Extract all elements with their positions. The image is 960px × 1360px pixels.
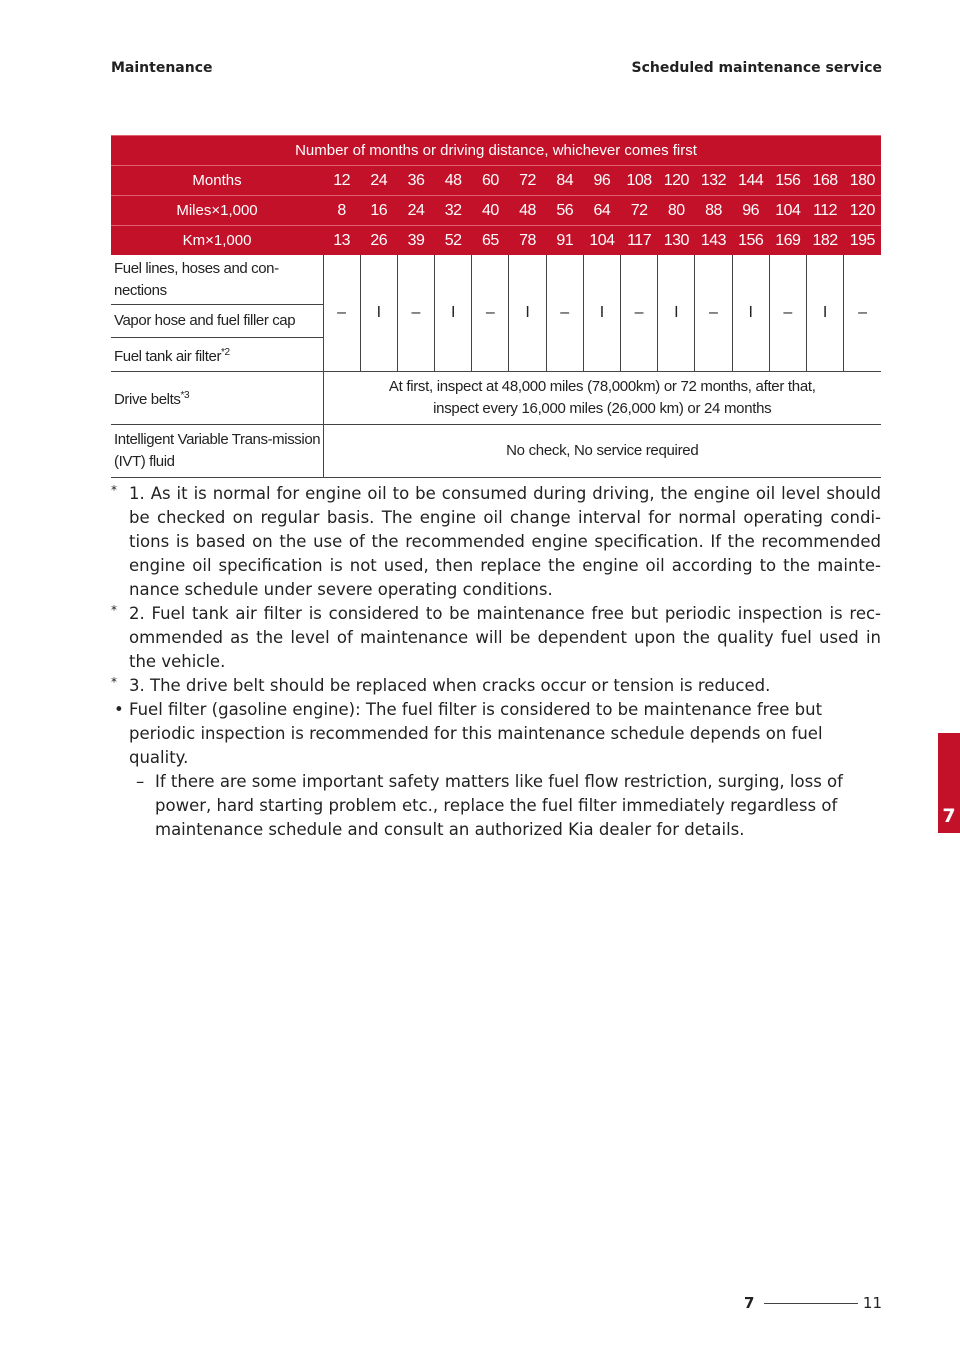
- section-title: Maintenance: [111, 60, 213, 76]
- table-row: [111, 425, 881, 478]
- footer-chapter: 7: [744, 1294, 755, 1312]
- subsection-title: Scheduled maintenance service: [631, 60, 882, 76]
- cell: 195: [844, 226, 881, 256]
- cell: 26: [360, 226, 397, 256]
- cell: 80: [658, 196, 695, 226]
- cell: 108: [621, 166, 658, 196]
- schedule-mark: –: [397, 255, 434, 372]
- cell: 84: [546, 166, 583, 196]
- row-label-months: Months: [111, 166, 323, 196]
- bullet-text: Fuel filter (gasoline engine): The fuel filter is considered to be maintenance free but periodic inspection is recommended for this maintenance schedule depends on fuel quality.: [129, 700, 823, 767]
- cell: 180: [844, 166, 881, 196]
- dash-text: If there are some important safety matters like fuel flow restriction, surging, loss of power, hard starting problem etc., replace the fuel filter immediately regardless of maintenance schedule and consult an authorized Kia dealer for details.: [155, 772, 843, 839]
- footnote-ref: *2: [221, 346, 230, 358]
- bullet-marker: •: [114, 700, 124, 719]
- schedule-mark: I: [583, 255, 620, 372]
- bullet-item: [111, 698, 881, 770]
- table-title: Number of months or driving distance, whichever comes first: [111, 136, 881, 166]
- schedule-mark: I: [658, 255, 695, 372]
- schedule-mark: –: [546, 255, 583, 372]
- cell: 48: [435, 166, 472, 196]
- footnote-2: [111, 602, 881, 674]
- item-fuel-tank-air-filter: [111, 338, 323, 372]
- cell: 12: [323, 166, 360, 196]
- cell: 64: [583, 196, 620, 226]
- cell: 32: [435, 196, 472, 226]
- table-row: [111, 226, 881, 256]
- row-label-miles: Miles×1,000: [111, 196, 323, 226]
- footnote-text: 2. Fuel tank air filter is considered to be maintenance free but periodic inspection is rec-ommended as the level of maintenance will be dependent upon the quality fuel used in the vehicle.: [129, 604, 881, 671]
- item-fuel-lines: Fuel lines, hoses and con-nections: [111, 255, 323, 305]
- cell: 8: [323, 196, 360, 226]
- schedule-mark: I: [732, 255, 769, 372]
- footnote-text: 1. As it is normal for engine oil to be consumed during driving, the engine oil level should be checked on regular basis. The engine oil change interval for normal operating condi-tions is based on the use of the recommended engine specification. If the recommended engine oil specification is not used, then replace the engine oil according to the mainte-nance schedule under severe operating conditions.: [129, 484, 881, 599]
- cell: 104: [583, 226, 620, 256]
- table-title-row: [111, 136, 881, 166]
- cell: 60: [472, 166, 509, 196]
- chapter-tab: [938, 733, 960, 833]
- schedule-mark: –: [695, 255, 732, 372]
- cell: 144: [732, 166, 769, 196]
- cell: 39: [397, 226, 434, 256]
- footer-divider: [764, 1303, 858, 1304]
- page-footer: [740, 1290, 882, 1312]
- footnote-marker: *: [111, 675, 117, 689]
- cell: 182: [806, 226, 843, 256]
- cell: 65: [472, 226, 509, 256]
- dash-item: [111, 770, 881, 842]
- footnote-1: [111, 482, 881, 602]
- cell: 16: [360, 196, 397, 226]
- schedule-mark: –: [621, 255, 658, 372]
- cell: 96: [732, 196, 769, 226]
- cell: 120: [844, 196, 881, 226]
- cell: 104: [769, 196, 806, 226]
- table-row: [111, 372, 881, 425]
- cell: 169: [769, 226, 806, 256]
- ivt-schedule: No check, No service required: [323, 425, 881, 478]
- cell: 48: [509, 196, 546, 226]
- schedule-text-line: inspect every 16,000 miles (26,000 km) or 24 months: [433, 400, 772, 417]
- footnote-3: [111, 674, 881, 698]
- footnote-text: 3. The drive belt should be replaced when cracks occur or tension is reduced.: [129, 676, 771, 695]
- cell: 96: [583, 166, 620, 196]
- table-row: [111, 166, 881, 196]
- cell: 156: [732, 226, 769, 256]
- schedule-mark: –: [323, 255, 360, 372]
- cell: 36: [397, 166, 434, 196]
- item-label: Drive belts: [114, 391, 181, 408]
- schedule-mark: –: [472, 255, 509, 372]
- schedule-text-line: At first, inspect at 48,000 miles (78,000km) or 72 months, after that,: [388, 378, 816, 395]
- page-number: 11: [862, 1294, 882, 1312]
- cell: 168: [806, 166, 843, 196]
- cell: 143: [695, 226, 732, 256]
- cell: 78: [509, 226, 546, 256]
- cell: 117: [621, 226, 658, 256]
- cell: 72: [621, 196, 658, 226]
- cell: 112: [806, 196, 843, 226]
- item-drive-belts: [111, 372, 323, 425]
- page-header: [111, 60, 882, 80]
- cell: 156: [769, 166, 806, 196]
- schedule-mark: I: [360, 255, 397, 372]
- item-label: Fuel tank air filter: [114, 347, 222, 365]
- cell: 13: [323, 226, 360, 256]
- cell: 88: [695, 196, 732, 226]
- footnotes: [111, 482, 881, 842]
- row-label-km: Km×1,000: [111, 226, 323, 256]
- item-vapor-hose: Vapor hose and fuel filler cap: [111, 305, 323, 338]
- schedule-mark: –: [844, 255, 881, 372]
- maintenance-schedule-table: [111, 135, 881, 478]
- cell: 120: [658, 166, 695, 196]
- dash-marker: –: [136, 772, 145, 791]
- schedule-mark: –: [769, 255, 806, 372]
- cell: 24: [360, 166, 397, 196]
- footnote-ref: *3: [180, 390, 190, 401]
- footnote-marker: *: [111, 483, 117, 497]
- item-ivt-fluid: Intelligent Variable Trans-mission (IVT) fluid: [111, 425, 323, 478]
- cell: 52: [435, 226, 472, 256]
- schedule-mark: I: [806, 255, 843, 372]
- cell: 132: [695, 166, 732, 196]
- drive-belts-schedule: [323, 372, 881, 425]
- table-row: [111, 255, 881, 305]
- cell: 72: [509, 166, 546, 196]
- chapter-tab-number: 7: [942, 805, 956, 827]
- schedule-mark: I: [509, 255, 546, 372]
- schedule-mark: I: [435, 255, 472, 372]
- cell: 56: [546, 196, 583, 226]
- footnote-marker: *: [111, 603, 117, 617]
- cell: 24: [397, 196, 434, 226]
- cell: 91: [546, 226, 583, 256]
- cell: 40: [472, 196, 509, 226]
- cell: 130: [658, 226, 695, 256]
- table-row: [111, 196, 881, 226]
